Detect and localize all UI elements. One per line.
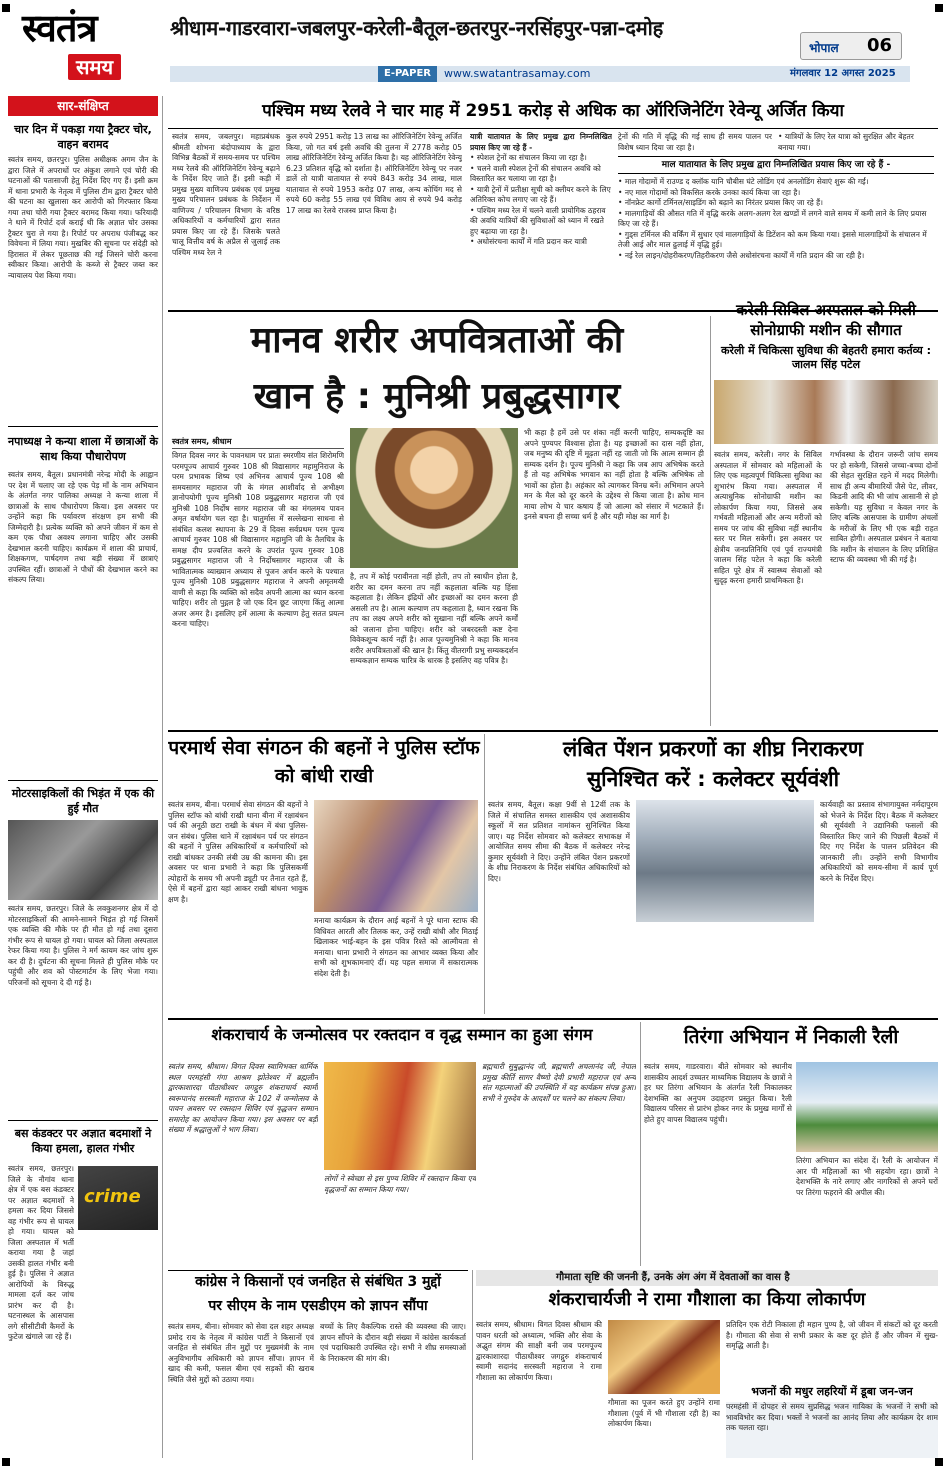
- kareli-headline: करेली सिविल अस्पताल को मिली सोनोग्राफी मशीन की सौगात: [736, 301, 916, 339]
- bullet: • स्पेशल ट्रेनों का संचालन किया जा रहा है।: [470, 153, 612, 164]
- janmotsav-photo: [324, 1062, 476, 1170]
- edition-box: [800, 32, 902, 60]
- shankaracharya-headline: शंकराचार्य के जन्मोत्सव पर रक्तदान व वृद्ध सम्मान का हुआ संगम: [211, 1025, 593, 1044]
- cities-banner: [170, 10, 800, 46]
- tiranga-story: [644, 1022, 938, 1266]
- railway-col4: [618, 132, 934, 304]
- railway-col3: [470, 132, 612, 304]
- pension-story: [488, 734, 938, 1014]
- pension-col2: कार्यवाही का प्रस्ताव संभागायुक्त नर्मदापुरम को भेजने के निर्देश दिए। बैठक में कलेक्टर श्री सूर्यवंशी ने उद्यानिकी फसलों की विस्तारित किए जाने की पिछली बैठकों में दिए गए निर्देश के पालन प्रतिवेदन की जानकारी ली। उन्होंने सभी विभागीय अधिकारियों को समय-सीमा में कार्य पूर्ण करने के निर्देश दिए।: [820, 800, 938, 883]
- epaper-label: E-PAPER: [378, 66, 437, 82]
- bhajan-title: भजनों की मधुर लहरियों में डूबा जन-जन: [751, 1385, 913, 1398]
- gaushala-headline: शंकराचार्यजी ने रामा गौशाला का किया लोकार्पण: [548, 1289, 866, 1310]
- kareli-photo: [714, 380, 938, 444]
- date: मंगलवार 12 अगस्त 2025: [790, 68, 896, 79]
- shankaracharya-story: [168, 1022, 636, 1266]
- railway-col3-intro: यात्री यातायात के लिए प्रमुख द्वारा निम्नलिखित प्रयास किए जा रहे हैं -: [470, 132, 612, 152]
- railway-col1: स्वतंत्र समय, जबलपुर। महाप्रबंधक श्रीमती शोभना बंदोपाध्याय के द्वारा विभिन्न बैठकों में समय-समय पर पश्चिम मध्य रेलवे की ऑरिजिनेटिंग रेवेन्यू बढ़ाने के निर्देश दिए जाते हैं। इसी कड़ी में प्रमुख मुख्य वाणिज्य प्रबंधक एवं प्रमुख मुख्य परिचालन प्रबंधक के निर्देशन में वाणिज्य / परिचालन विभाग के वरिष्ठ अधिकारियों व कर्मचारियों द्वारा सतत प्रयास किए जा रहे हैं। जिसके चलते चालू वित्तीय वर्ष के अप्रैल से जुलाई तक पश्चिम मध्य रेल ने: [172, 132, 280, 257]
- tiranga-col2: तिरंगा अभियान का संदेश दें। रैली के आयोजन में आर पी महिलाओं का भी सहयोग रहा। छात्रों ने देशभक्ति के नारे लगाए और नागरिकों से अपने घरों पर तिरंगा फहराने की अपील की।: [796, 1156, 938, 1197]
- bullet: • मालगाड़ियों की औसत गति में वृद्धि करके अलग-अलग रेल खण्डों में लगने वाले समय में कमी लाने के लिए प्रयास किए जा रहे हैं।: [618, 209, 934, 230]
- pension-headline-line1: लंबित पेंशन प्रकरणों का शीघ्र निराकरण: [562, 737, 864, 761]
- registration-mark: [2, 1458, 10, 1466]
- sidebar-story3-body: स्वतंत्र समय, छतरपुर। जिले के लवकुशनगर क्षेत्र में दो मोटरसाइकिलों की आमने-सामने भिड़ंत हो गई जिसमें एक व्यक्ति की मौके पर ही मौत हो गई तथा दूसरा गंभीर रूप से घायल हो गया। घायल को जिला अस्पताल रेफर किया गया है। पुलिस ने मर्ग कायम कर जांच शुरू कर दी है। दुर्घटना की सूचना मिलते ही पुलिस मौके पर पहुंची और शव को पोस्टमार्टम के लिए भेजा गया। परिजनों को सूचना दे दी गई है।: [8, 904, 158, 987]
- bullet: • पश्चिम मध्य रेल में चलने वाली प्रायोगिक ठहराव की अवधि यात्रियों की सुविधाओं को ध्यान में रखते हुए बढ़ाया जा रहा है।: [470, 206, 612, 238]
- congress-headline-line2: पर सीएम के नाम एसडीएम को ज्ञापन सौंपा: [208, 1298, 428, 1314]
- sidebar-header: सार-संक्षिप्त: [8, 96, 158, 116]
- logo-top: स्वतंत्र: [22, 5, 97, 50]
- crime-photo: [78, 1166, 158, 1230]
- congress-headline-line1: कांग्रेस ने किसानों एवं जनहित से संबंधित 3 मुद्दों: [195, 1274, 441, 1290]
- railway-col4-text: ट्रेनों की गति में वृद्धि की गई साथ ही समय पालन पर विशेष ध्यान दिया जा रहा है।: [618, 132, 772, 152]
- registration-mark: [935, 1458, 943, 1466]
- railway-col2: कुल रुपये 2951 करोड़ 13 लाख का ऑरिजिनेटिंग रेवेन्यू अर्जित किया, जो गत वर्ष इसी अवधि की तुलना में 2778 करोड़ 05 लाख ऑरिजिनेटिंग रेवेन्यू अर्जित किया है। यह ऑरिजिनेटिंग रेवेन्यू 6.23 प्रतिशत वृद्धि को दर्शाता है। ऑरिजिनेटिंग रेवेन्यू पर नजर डालें तो यात्री यातायात से रुपये 843 करोड़ 34 लाख, माल यातायात से रुपये 1953 करोड़ 07 लाख, अन्य कोचिंग मद से रुपये 60 करोड़ 55 लाख एवं विविध आय से रुपये 94 करोड़ 17 लाख का रेलवे राजस्व प्राप्त किया है।: [286, 132, 462, 215]
- masthead: [0, 0, 945, 90]
- gaushala-col1: स्वतंत्र समय, श्रीधाम। विगत दिवस श्रीधाम की पावन धरती को अध्यात्म, भक्ति और सेवा के अद्भुत संगम की साक्षी बनी जब परमपूज्य द्वारकाशारदा पीठाधीश्वर जगद्गुरु शंकराचार्य स्वामी सदानंद सरस्वती महाराज ने रामा गौशाला का लोकार्पण किया।: [476, 1320, 602, 1382]
- shankaracharya-col2: ब्रह्मचारी सुबुद्धानंद जी, ब्रह्मचारी अचलानंद जी, नेपाल प्रमुख कीर्ति सागर वैष्णो देवी प्रभारी महाराज एवं अन्य संत महात्माओं की उपस्थिति में यह कार्यक्रम संपन्न हुआ। सभी ने गुरुदेव के आदर्शों पर चलने का संकल्प लिया।: [482, 1062, 636, 1103]
- bullet: • नए माल गोदामों को विकसित करके उनका कार्य किया जा रहा है।: [618, 188, 934, 199]
- pension-photo: [636, 800, 814, 922]
- epaper-bar: [170, 66, 910, 82]
- shankaracharya-col1: स्वतंत्र समय, श्रीधाम। विगत दिवस स्वामिभक्त धार्मिक स्थल परमहंसी गंगा आश्रम झोतेश्वर में ब्रह्मलीन द्वारकाशारदा पीठाधीश्वर जगद्गुरु शंकराचार्य स्वामी स्वरूपानंद सरस्वती महाराज के 102 वें जन्मोत्सव के पावन अवसर पर रक्तदान शिविर एवं वृद्धजन सम्मान समारोह का आयोजन किया गया। इस अवसर पर बड़ी संख्या में श्रद्धालुओं ने भाग लिया।: [168, 1062, 318, 1134]
- rakhi-col2: मनाया कार्यक्रम के दौरान आई बहनों ने पूरे थाना स्टाफ की विधिवत आरती और तिलक कर, उन्हें राखी बांधी और मिठाई खिलाकर भाई-बहन के इस पवित्र रिश्ते को आत्मीयता से मनाया। थाना प्रभारी ने संगठन का आभार व्यक्त किया और सभी को शुभकामनाएं दीं। यह पहल समाज में सकारात्मक संदेश देती है।: [314, 916, 478, 978]
- freight-bullets: [618, 177, 934, 261]
- logo-bottom: समय: [68, 54, 121, 80]
- bullet: • माल गोदामों में राउण्ड द क्लॉक यानि चौबीस घंटे लोडिंग एवं अनलोडिंग सेवाएं शुरू की गईं।: [618, 177, 934, 188]
- registration-mark: [2, 4, 10, 12]
- sidebar-story2-title: नपाध्यक्ष ने कन्या शाला में छात्राओं के साथ किया पौधारोपण: [8, 435, 158, 463]
- main-story: [168, 316, 706, 726]
- website[interactable]: www.swatantrasamay.com: [444, 67, 591, 80]
- bullet: • अधोसंरचना कार्यों में गति प्रदान कर यात्री: [470, 237, 612, 248]
- pension-col1: स्वतंत्र समय, बैतूल। कक्षा 9वीं से 12वीं तक के जिले में संचालित समस्त शासकीय एवं अशासकीय स्कूलों में सत प्रतिशत नामांकन सुनिश्चित किया जाए। यह निर्देश सोमवार को कलेक्टर सभाकक्ष में आयोजित समय सीमा की बैठक में कलेक्टर नरेन्द्र कुमार सूर्यवंशी ने दिए। उन्होंने लंबित पेंशन प्रकरणों के शीघ्र निराकरण के निर्देश संबंधित अधिकारियों को दिए।: [488, 800, 630, 883]
- congress-story: [168, 1270, 468, 1460]
- rakhi-photo: [314, 800, 478, 912]
- railway-story: [168, 96, 938, 308]
- tiranga-col1: स्वतंत्र समय, गाडरवारा। बीते सोमवार को स्थानीय शासकीय आदर्श उच्चतर माध्यमिक विद्यालय के छात्रों ने हर घर तिरंगा अभियान के अंतर्गत रैली निकालकर देशभक्ति का अनुपम उदाहरण प्रस्तुत किया। रैली विद्यालय परिसर से प्रारंभ होकर नगर के प्रमुख मार्गों से होते हुए वापस विद्यालय पहुंची।: [644, 1062, 792, 1124]
- railway-headline: पश्चिम मध्य रेलवे ने चार माह में 2951 करोड़ से अधिक का ऑरिजिनेटिंग रेवेन्यू अर्जित किया: [262, 101, 844, 121]
- shankaracharya-photo-caption: लोगों ने स्वेच्छा से इस पुण्य शिविर में रक्तदान किया एवं वृद्धजनों का सम्मान किया गया।: [324, 1174, 476, 1194]
- gaushala-photo-caption: गौमाता का पूजन करते हुए उन्होंने रामा गौशाला (पूर्व में भी गौशाला रही है) का लोकार्पण किया।: [608, 1398, 720, 1428]
- tiranga-photo: [796, 1062, 938, 1152]
- bullet: • यात्री ट्रेनों में प्रतीक्षा सूची को क्लीयर करने के लिए अतिरिक्त कोच लगाए जा रहे हैं।: [470, 185, 612, 206]
- congress-col1: स्वतंत्र समय, बीना। सोमवार को सेवा दल शहर अध्यक्ष प्रमोद राय के नेतृत्व में कांग्रेस पार्टी ने किसानों एवं जनहित से संबंधित तीन मुद्दों पर मुख्यमंत्री के नाम अनुविभागीय अधिकारी को ज्ञापन सौंपा। ज्ञापन में खाद की कमी, फसल बीमा एवं सड़कों की खराब स्थिति जैसे मुद्दों को उठाया गया।: [168, 1322, 314, 1384]
- main-col2: है, तप में कोई परावीनता नहीं होती, तप तो स्वाधीन होता है, शरीर का दमन करना तप नहीं कहलाता बल्कि यह हिंसा कहलाता है। लेकिन इंद्रियों और इच्छाओं का दमन करना ही असली तप है। आत्म कल्याण तप कहलाता है, ध्यान रखना कि तप का लक्ष्य अपने शरीर को सुखाना नहीं बल्कि अपने कर्मों को जलाना होना चाहिए। शरीर को जबरदस्ती कष्ट देना विवेकशून्य कार्य नहीं है। आज पूज्यमुनिश्री ने कहा कि मानव शरीर अपवित्रताओं की खान है। किंतु वीतरागी प्रभु सम्यकदर्शन सम्यकज्ञान सम्यक चारित्र के धारक है इसलिए वह पवित्र है।: [350, 572, 518, 665]
- bullet: • यात्रियों के लिए रेल यात्रा को सुरक्षित और बेहतर बनाया गया।: [778, 132, 932, 153]
- kareli-col2: गर्भावस्था के दौरान जरूरी जांच समय पर हो सकेगी, जिससे जच्चा-बच्चा दोनों की सेहत सुरक्षित रहने में मदद मिलेगी। साथ ही अन्य बीमारियों जैसे पेट, लीवर, किडनी आदि की भी जांच आसानी से हो सकेगी। यह सुविधा न केवल नगर के लिए बल्कि आसपास के ग्रामीण अंचलों के मरीजों के लिए भी एक बड़ी राहत साबित होगी। अस्पताल प्रबंधन ने बताया कि मशीन के संचालन के लिए प्रशिक्षित स्टाफ की व्यवस्था भी की गई है।: [830, 450, 938, 564]
- gaushala-col2: प्रतिदिन एक रोटी निकाला ही महान पुण्य है, जो जीवन में संकटों को दूर करती है। गौमाता की सेवा से सभी प्रकार के कष्ट दूर होते हैं और जीवन में सुख-समृद्धि आती है।: [726, 1320, 938, 1350]
- accident-photo: [8, 820, 158, 900]
- sidebar-story1-body: स्वतंत्र समय, छतरपुर। पुलिस अधीक्षक अगम जैन के द्वारा जिले में अपराधों पर अंकुश लगाने एवं चोरी की घटनाओं की पतासाजी हेतु निर्देश दिए गए हैं। इसी क्रम में थाना प्रभारी के नेतृत्व में पुलिस टीम द्वारा ट्रैक्टर चोरी की घटना का खुलासा कर आरोपी को गिरफ्तार किया गया तथा चोरी गया ट्रैक्टर बरामद किया गया। फरियादी ने थाने में रिपोर्ट दर्ज कराई थी कि अज्ञात चोर उसका ट्रैक्टर चुरा ले गया है। रिपोर्ट पर अपराध पंजीबद्ध कर विवेचना में लिया गया। मुखबिर की सूचना पर संदेही को हिरासत में लेकर पूछताछ की गई जिसने चोरी करना स्वीकार किया। आरोपी के कब्जे से ट्रैक्टर जब्त कर न्यायालय पेश किया गया।: [8, 155, 158, 280]
- congress-col2: बच्चों के लिए वैकल्पिक रास्ते की व्यवस्था की जाए। ज्ञापन सौंपने के दौरान बड़ी संख्या में कांग्रेस कार्यकर्ता एवं पदाधिकारी उपस्थित रहे। सभी ने शीघ्र समस्याओं के निराकरण की मांग की।: [320, 1322, 466, 1363]
- main-col1: विगत दिवस नगर के पावनधाम पर प्रातः स्मरणीय संत शिरोमणि परमपूज्य आचार्य गुरुवर 108 श्री विद्यासागर महामुनिराज के परम प्रभावक शिष्य एवं अभिनव आचार्य पूज्य 108 श्री समयसागर महाराज जी के मंगल आशीर्वाद से अभीक्ष्ण ज्ञानोपयोगी पूज्य मुनिश्री 108 प्रबुद्धसागर महाराज जी एवं मुनिश्री 108 निर्दोष सागर महाराज जी का मंगलमय पावन अमृत वर्षायोग चल रहा है। चातुर्मास में सल्लेखना साधना से संबंधित कलश स्थापना के 29 वें दिवस सर्वप्रथम परम पूज्य आचार्य गुरुवर 108 श्री विद्यासागर महामुनि जी के तैलचित्र के समक्ष दीप प्रज्वलित करने के उपरांत पूज्य गुरुवर 108 प्रबुद्धसागर महाराज जी ने निर्दोषसागर महाराज जी के भावितात्मक व्याख्यान अध्याय से पूजन अर्चन करने के पश्चात पूज्य मुनिश्री 108 प्रबुद्धसागर महाराज ने अपनी अमृतमयी वाणी से कहा कि व्यक्ति को सदैव अपनी आत्मा का ध्यान करना चाहिए। शरीर तो पुद्गल है जो एक दिन छूट जाएगा किंतु आत्मा अजर अमर है। इसलिए हमें आत्मा के कल्याण हेतु सतत प्रयत्न करना चाहिए।: [172, 448, 344, 724]
- page-number: 06: [867, 35, 893, 56]
- gaushala-kicker: गौमाता सृष्टि की जननी हैं, उनके अंग अंग में देवताओं का वास है: [476, 1270, 938, 1286]
- main-col3: भी कहा है हमें उसे पर शंका नहीं करनी चाहिए, सम्यकदृष्टि का अपने पुण्यपर विश्वास होता है। यह इच्छाओं का दास नहीं होता, जब मनुष्य की दृष्टि में मूढ़ता नहीं रह जाती जो कि आत्म सम्मान ही सम्यक दर्शन है। पूज्य मुनिश्री ने कहा कि जब आप अभिषेक करते हैं तो यह अभिषेक भगवान का नहीं होता है बल्कि अभिषेक तो भावों का होता है। अहंकार को त्यागकर विनम्र बनें। अभिमान अपने मन के मैल को दूर करने के उद्देश्य से किया जाता है। क्रोध मान माया लोभ ये चार कषाय हैं जो आत्मा को संसार में भटकाते हैं। इनसे बचना ही सच्चा धर्म है और यही मोक्ष का मार्ग है।: [524, 428, 704, 521]
- edition: भोपाल: [809, 41, 839, 55]
- cities: श्रीधाम-गाडरवारा-जबलपुर-करेली-बैतूल-छतरपुर-नरसिंहपुर-पन्ना-दमोह: [170, 16, 663, 40]
- bhajan-body: परमहंसी में दोपहर से समय सुप्रसिद्ध भजन गायिका के भजनों ने सभी को भावविभोर कर दिया। भक्तों ने भजनों का आनंद लिया और कार्यक्रम देर शाम तक चलता रहा।: [726, 1402, 938, 1458]
- crime-label: crime: [84, 1186, 141, 1207]
- pension-headline-line2: सुनिश्चित करें : कलेक्टर सूर्यवंशी: [586, 767, 840, 791]
- railway-col3-bullets: [470, 153, 612, 248]
- kareli-subhead: करेली में चिकित्सा सुविधा की बेहतरी हमारा कर्तव्य : जालम सिंह पटेल: [721, 344, 931, 371]
- bullet: • नई रेल लाइन/दोहरीकरण/तिहरीकरण जैसे अधोसंरचना कार्यों में गति प्रदान की जा रही है।: [618, 251, 934, 262]
- sidebar-story1-title: चार दिन में पकड़ा गया ट्रैक्टर चोर, वाहन बरामद: [14, 123, 152, 151]
- sidebar-story4-title: बस कंडक्टर पर अज्ञात बदमाशों ने किया हमला, हालत गंभीर: [14, 1127, 152, 1155]
- sidebar-story4-body: स्वतंत्र समय, छतरपुर। जिले के नौगांव थाना क्षेत्र में एक बस कंडक्टर पर अज्ञात बदमाशों ने हमला कर दिया जिससे वह गंभीर रूप से घायल हो गया। घायल को जिला अस्पताल में भर्ती कराया गया है जहां उसकी हालत गंभीर बनी हुई है। पुलिस ने अज्ञात आरोपियों के विरुद्ध मामला दर्ज कर जांच प्रारंभ कर दी है। घटनास्थल के आसपास लगे सीसीटीवी कैमरों के फुटेज खंगाले जा रहे हैं।: [8, 1164, 74, 1341]
- main-headline-line2: खान है : मुनिश्री प्रबुद्धसागर: [253, 376, 621, 417]
- registration-mark: [935, 4, 943, 12]
- main-headline-line1: मानव शरीर अपवित्रताओं की: [250, 320, 624, 361]
- sidebar-story3-title: मोटरसाइकिलों की भिड़ंत में एक की हुई मौत: [11, 787, 155, 815]
- kareli-story: [714, 300, 938, 726]
- kareli-col1: स्वतंत्र समय, करेली। नगर के सिविल अस्पताल में सोमवार को महिलाओं के लिए एक महत्वपूर्ण चिकित्सा सुविधा का शुभारंभ किया गया। अस्पताल में अत्याधुनिक सोनोग्राफी मशीन का लोकार्पण किया गया, जिससे अब गर्भवती महिलाओं और अन्य मरीजों को समय पर जांच की सुविधा नहीं स्थानीय स्तर पर मिल सकेगी। इस अवसर पर क्षेत्रीय जनप्रतिनिधि एवं पूर्व राज्यमंत्री जालम सिंह पटेल ने कहा कि करेली सहित पूरे क्षेत्र में स्वास्थ्य सेवाओं को सुदृढ़ करना हमारी प्राथमिकता है।: [714, 450, 822, 585]
- rakhi-col1: स्वतंत्र समय, बीना। परमार्थ सेवा संगठन की बहनों ने पुलिस स्टॉफ को बांधी राखी थाना बीना में रक्षाबंधन पर्व की अनूठी छटा राखी के बंधन में बंधा पुलिस-जन संबंध। पुलिस थाने में रक्षाबंधन पर्व पर संगठन की बहनों ने पुलिस अधिकारियों व कर्मचारियों को राखी बांधकर उनकी लंबी उम्र की कामना की। इस अवसर पर थाना प्रभारी ने कहा कि पुलिसकर्मी त्योहारों के समय भी अपनी ड्यूटी पर तैनात रहते हैं, ऐसे में बहनों द्वारा यहां आकर राखी बांधना भावुक क्षण है।: [168, 800, 308, 904]
- sidebar-story2-body: स्वतंत्र समय, बैतूल। प्रधानमंत्री नरेन्द्र मोदी के आह्वान पर देश में चलाए जा रहे एक पेड़ माँ के नाम अभियान के अंतर्गत नगर पालिका अध्यक्ष ने कन्या शाला में छात्राओं के साथ पौधारोपण किया। इस अवसर पर उन्होंने कहा कि पर्यावरण संरक्षण हम सभी की जिम्मेदारी है। प्रत्येक व्यक्ति को अपने जीवन में कम से कम एक पौधा अवश्य लगाना चाहिए और उसकी देखभाल करनी चाहिए। कार्यक्रम में शाला की प्राचार्य, शिक्षकगण, पार्षदगण तथा बड़ी संख्या में छात्राएं उपस्थित रहीं। छात्राओं ने पौधों की देखभाल करने का संकल्प लिया।: [8, 470, 158, 584]
- logo: [22, 6, 162, 86]
- tiranga-headline: तिरंगा अभियान में निकाली रैली: [683, 1026, 899, 1048]
- bullet: • गुड्स टर्मिनल की वर्किंग में सुधार एवं मालगाड़ियों के डिटेंशन को कम किया गया। इससे मालगाड़ियों के संचालन में तेजी आई और माल ढुलाई में वृद्धि हुई।: [618, 230, 934, 251]
- freight-header: माल यातायात के लिए प्रमुख द्वारा निम्नलिखित प्रयास किए जा रहे हैं -: [618, 156, 934, 174]
- main-byline: स्वतंत्र समय, श्रीधाम: [172, 437, 232, 446]
- rakhi-story: [168, 734, 480, 1014]
- rakhi-headline: परमार्थ सेवा संगठन की बहनों ने पुलिस स्टॉफ को बांधी राखी: [168, 737, 480, 787]
- bullet: • नॉनफ्रेट कार्गो टर्मिनल/साइडिंग को बढ़ाने का निरंतर प्रयास किए जा रहे हैं।: [618, 198, 934, 209]
- gaushala-story: [476, 1270, 938, 1460]
- bullet: • चलने वाली स्पेशल ट्रेनों की संचालन अवधि को विस्तारित कर चलाया जा रहा है।: [470, 164, 612, 185]
- gaushala-photo: [608, 1320, 720, 1394]
- sidebar: [8, 96, 158, 1458]
- muni-photo: [350, 428, 518, 568]
